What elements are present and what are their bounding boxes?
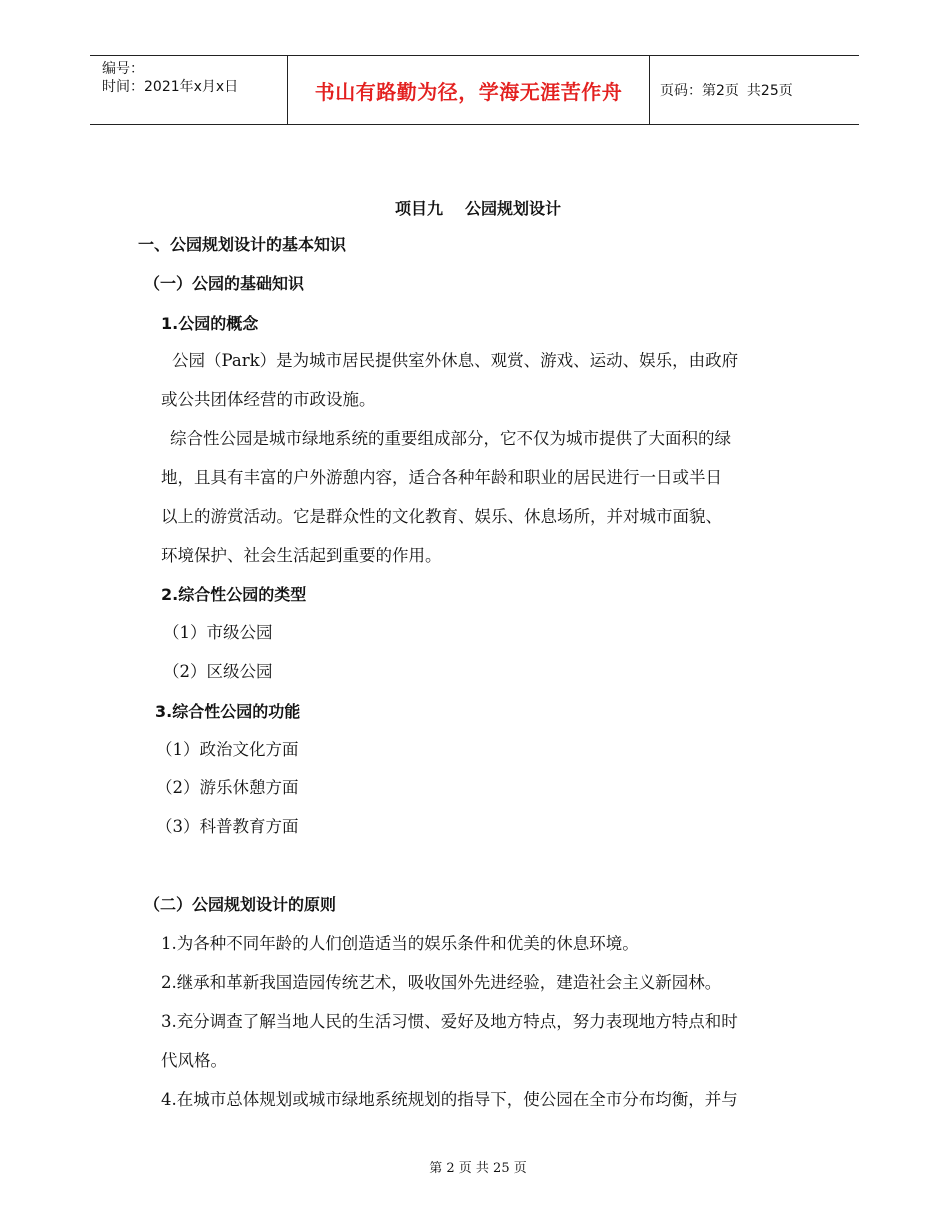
header-page-info: [650, 56, 859, 124]
list-item: （3）科普教育方面: [156, 817, 299, 836]
paragraph-line: 公园（Park）是为城市居民提供室外休息、观赏、游戏、运动、娱乐，由政府: [172, 351, 739, 370]
page-header: [90, 55, 859, 125]
list-item: 4.在城市总体规划或城市绿地系统规划的指导下，使公园在全市分布均衡，并与: [161, 1090, 738, 1109]
item-heading: 1.公园的概念: [161, 314, 259, 333]
document-title: [0, 196, 950, 219]
list-item: （1）政治文化方面: [156, 740, 299, 759]
item-heading: 3.综合性公园的功能: [155, 702, 301, 721]
header-motto: 书山有路勤为径，学海无涯苦作舟: [287, 56, 650, 124]
paragraph-line: 或公共团体经营的市政设施。: [161, 390, 376, 409]
header-page-number: 页码：第2页: [660, 83, 739, 99]
title-subject: 公园规划设计: [465, 199, 562, 218]
item-heading: 2.综合性公园的类型: [161, 585, 307, 604]
paragraph-line: 以上的游赏活动。它是群众性的文化教育、娱乐、休息场所，并对城市面貌、: [161, 507, 722, 526]
header-page-total: 共25页: [746, 83, 793, 99]
list-item-continuation: 代风格。: [161, 1051, 227, 1070]
subsection-heading: （一）公园的基础知识: [144, 274, 305, 293]
list-item: 3.充分调查了解当地人民的生活习惯、爱好及地方特点，努力表现地方特点和时: [161, 1012, 738, 1031]
list-item: （2）区级公园: [163, 662, 273, 681]
page-footer: 第 2 页 共 25 页: [429, 1161, 527, 1176]
list-item: （1）市级公园: [163, 623, 273, 642]
section-heading: 一、公园规划设计的基本知识: [138, 235, 347, 254]
list-item: 1.为各种不同年龄的人们创造适当的娱乐条件和优美的休息环境。: [161, 934, 639, 953]
doc-number: 编号：: [102, 61, 144, 77]
title-project: 项目九: [394, 199, 443, 218]
doc-time: 时间：2021年x月x日: [102, 79, 239, 95]
list-item: （2）游乐休憩方面: [156, 778, 299, 797]
paragraph-line: 综合性公园是城市绿地系统的重要组成部分，它不仅为城市提供了大面积的绿: [170, 429, 731, 448]
header-meta: [90, 56, 287, 124]
paragraph-line: 环境保护、社会生活起到重要的作用。: [161, 546, 442, 565]
list-item: 2.继承和革新我国造园传统艺术，吸收国外先进经验，建造社会主义新园林。: [161, 973, 722, 992]
subsection-heading: （二）公园规划设计的原则: [144, 895, 337, 914]
paragraph-line: 地，且具有丰富的户外游憩内容，适合各种年龄和职业的居民进行一日或半日: [161, 468, 722, 487]
